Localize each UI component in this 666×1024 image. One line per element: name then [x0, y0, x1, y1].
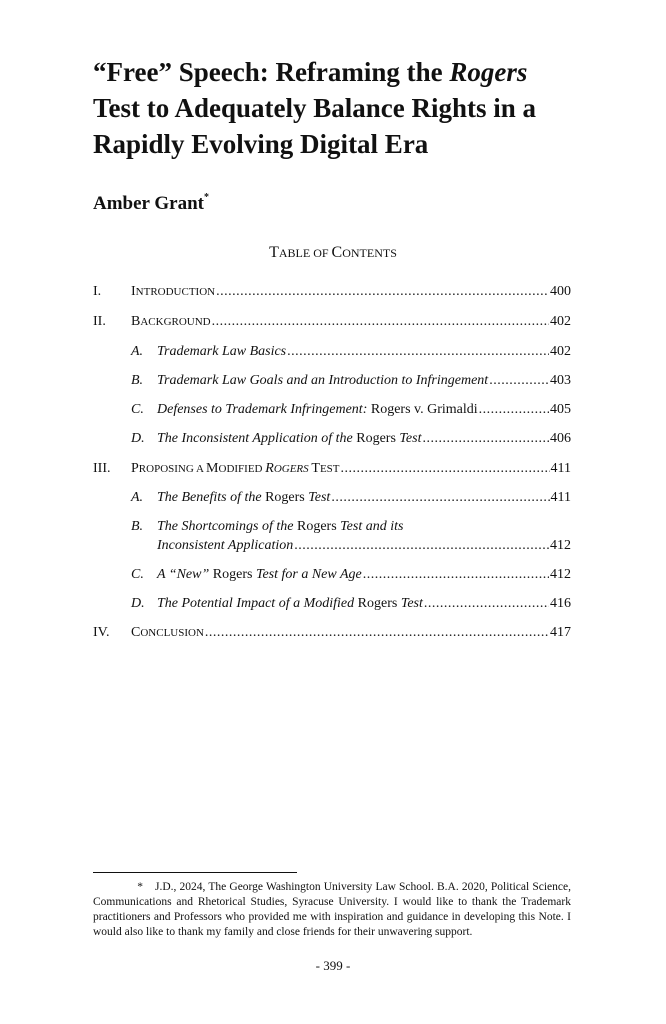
- toc-title: Trademark Law Goals and an Introduction to Infringement: [157, 373, 489, 388]
- toc-entry-shortcomings-line1[interactable]: [93, 519, 571, 537]
- leader-dots: [341, 461, 550, 477]
- toc-title: CONCLUSION: [131, 625, 204, 640]
- leader-dots: [294, 538, 549, 554]
- toc-page: 402: [550, 314, 571, 329]
- toc-heading-cap: T: [269, 244, 279, 261]
- leader-dots: [216, 284, 549, 300]
- toc-letter: C.: [131, 567, 144, 582]
- toc-entry-benefits[interactable]: [93, 490, 571, 508]
- toc-letter: A.: [131, 490, 144, 505]
- toc-heading-small: ABLE OF: [278, 246, 332, 260]
- toc-entry-background[interactable]: [93, 314, 571, 332]
- leader-dots: [212, 314, 549, 330]
- toc-page: 406: [550, 431, 571, 446]
- toc-page: 402: [550, 344, 571, 359]
- title-line-1: [93, 54, 593, 90]
- toc-entry-defenses[interactable]: [93, 402, 571, 420]
- toc-number: IV.: [93, 625, 110, 640]
- leader-dots: [363, 567, 549, 583]
- toc-page: 403: [550, 373, 571, 388]
- title-italic: Rogers: [449, 57, 528, 87]
- toc-entry-conclusion[interactable]: [93, 625, 571, 643]
- footnote-text: J.D., 2024, The George Washington University Law School. B.A. 2020, Political Science, Communications and Rhetorical Studies, Syracuse University. I would like to thank the Trademark practitioners and Professors who provided me with inspiration and guidance in developing this Note. I would also like to thank my family and close friends for their unwavering support.: [93, 881, 571, 938]
- toc-page: 417: [550, 625, 571, 640]
- toc-title: Inconsistent Application: [157, 538, 294, 553]
- toc-page: 416: [550, 596, 571, 611]
- toc-entry-shortcomings-line2[interactable]: [93, 538, 571, 556]
- toc-number: III.: [93, 461, 111, 476]
- toc-page: 400: [550, 284, 571, 299]
- footnote-marker: *: [204, 192, 209, 203]
- toc-number: II.: [93, 314, 106, 329]
- title-text: “Free” Speech: Reframing the: [93, 57, 450, 87]
- toc-page: 412: [550, 538, 571, 553]
- toc-page: 412: [550, 567, 571, 582]
- leader-dots: [331, 490, 549, 506]
- toc-letter: C.: [131, 402, 144, 417]
- toc-entry-trademark-law-goals[interactable]: [93, 373, 571, 391]
- toc-letter: B.: [131, 519, 144, 534]
- footnote-mark: *: [137, 881, 143, 893]
- toc-entry-new-rogers-test[interactable]: [93, 567, 571, 585]
- toc-entry-trademark-law-basics[interactable]: [93, 344, 571, 362]
- toc-heading-small: ONTENTS: [342, 246, 397, 260]
- leader-dots: [205, 625, 549, 641]
- toc-entry-potential-impact[interactable]: [93, 596, 571, 614]
- toc-title: PROPOSING A MODIFIED ROGERS TEST: [131, 461, 340, 476]
- toc-letter: D.: [131, 596, 145, 611]
- toc-page: 411: [550, 490, 571, 505]
- toc-heading-cap: C: [331, 244, 343, 261]
- toc-entry-inconsistent-application[interactable]: [93, 431, 571, 449]
- toc-letter: B.: [131, 373, 144, 388]
- toc-title: Trademark Law Basics: [157, 344, 287, 359]
- toc-page: 405: [550, 402, 571, 417]
- author-text: Amber Grant: [93, 193, 204, 214]
- toc-number: I.: [93, 284, 102, 299]
- leader-dots: [287, 344, 549, 360]
- toc-title: Defenses to Trademark Infringement: Rogers v. Grimaldi: [157, 402, 478, 417]
- toc-title: INTRODUCTION: [131, 284, 216, 299]
- toc-page: 411: [550, 461, 571, 476]
- toc-entry-introduction[interactable]: [93, 284, 571, 302]
- leader-dots: [489, 373, 549, 389]
- leader-dots: [424, 596, 549, 612]
- title-line-3: Rapidly Evolving Digital Era: [93, 129, 429, 159]
- toc-title: The Inconsistent Application of the Rogers Test: [157, 431, 422, 446]
- footnote: [93, 880, 571, 940]
- toc-heading: [0, 244, 666, 262]
- toc-title: A “New” Rogers Test for a New Age: [157, 567, 362, 582]
- toc-title: The Potential Impact of a Modified Rogers Test: [157, 596, 423, 611]
- article-title: [93, 54, 593, 162]
- author-name: [93, 192, 209, 215]
- leader-dots: [422, 431, 549, 447]
- title-line-2: Test to Adequately Balance Rights in a: [93, 93, 537, 123]
- toc-entry-proposing-modified[interactable]: [93, 461, 571, 479]
- page-number: - 399 -: [315, 958, 351, 973]
- leader-dots: [479, 402, 549, 418]
- toc-title: BACKGROUND: [131, 314, 211, 329]
- toc-letter: A.: [131, 344, 144, 359]
- toc-title: The Shortcomings of the Rogers Test and its: [157, 519, 404, 534]
- toc-title: The Benefits of the Rogers Test: [157, 490, 331, 505]
- footnote-divider: [93, 872, 297, 873]
- toc-letter: D.: [131, 431, 145, 446]
